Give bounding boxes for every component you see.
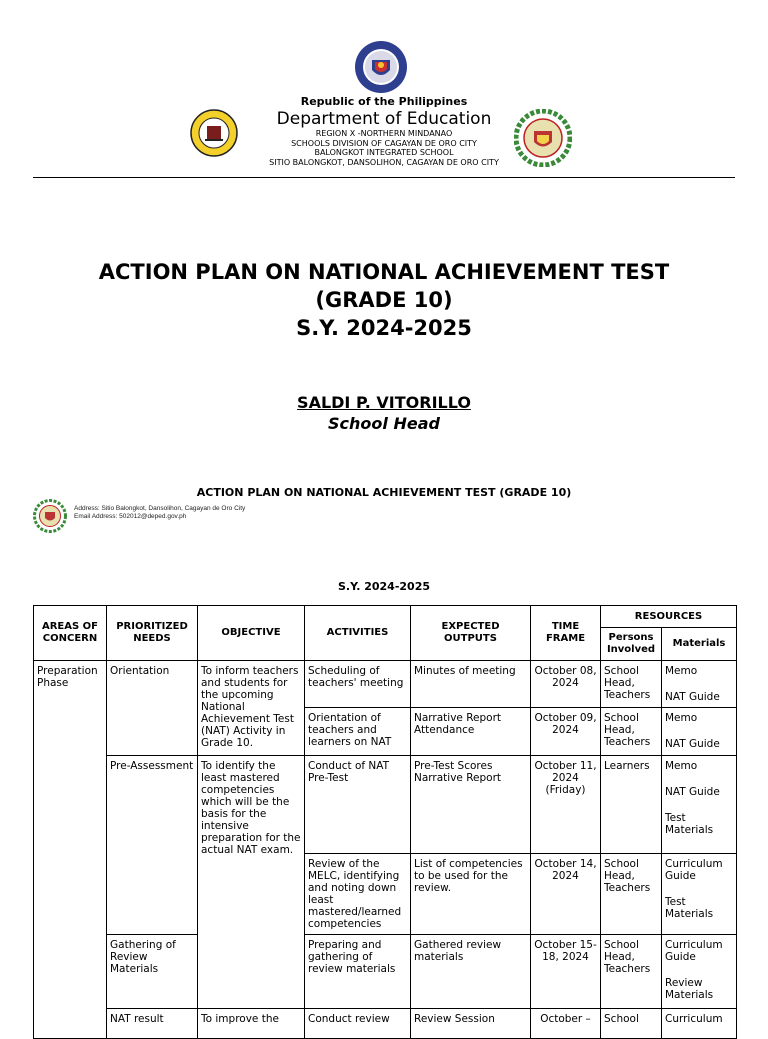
header-divider — [33, 177, 735, 178]
activity-cell: Conduct review — [305, 1009, 411, 1039]
objective-cell: To improve the — [198, 1009, 305, 1039]
output-cell: Review Session — [411, 1009, 531, 1039]
need-cell: Gathering of Review Materials — [107, 935, 198, 1009]
section-title: ACTION PLAN ON NATIONAL ACHIEVEMENT TEST (GRADE 10) — [196, 486, 572, 499]
title-line-1: ACTION PLAN ON NATIONAL ACHIEVEMENT TEST — [98, 260, 670, 284]
material-item: Memo — [665, 665, 698, 677]
header-outputs: EXPECTED OUTPUTS — [411, 606, 531, 661]
school-year: S.Y. 2024-2025 — [337, 580, 431, 593]
material-item: Curriculum Guide — [665, 939, 723, 963]
department-name: Department of Education — [276, 109, 492, 129]
output-cell: Minutes of meeting — [411, 661, 531, 708]
header-resources: RESOURCES — [601, 606, 737, 628]
material-item: Memo — [665, 760, 698, 772]
material-item: Curriculum Guide — [665, 858, 723, 882]
persons-cell: School — [601, 1009, 662, 1039]
school-email: Email Address: 502012@deped.gov.ph — [74, 513, 187, 520]
table-row — [34, 756, 737, 854]
signatory-name: SALDI P. VITORILLO — [297, 393, 471, 412]
materials-cell — [662, 661, 737, 708]
materials-cell — [662, 935, 737, 1009]
signatory-role: School Head — [328, 414, 440, 433]
persons-cell: School Head, Teachers — [601, 935, 662, 1009]
time-cell: October – — [531, 1009, 601, 1039]
address-line: SITIO BALONGKOT, DANSOLIHON, CAGAYAN DE ORO CITY — [269, 157, 499, 167]
header-areas: AREAS OF CONCERN — [34, 606, 107, 661]
region-line: REGION X -NORTHERN MINDANAO — [315, 129, 453, 138]
persons-cell: School Head, Teachers — [601, 661, 662, 708]
material-item: NAT Guide — [665, 691, 720, 703]
material-item: Review Materials — [665, 977, 714, 1001]
need-cell: Orientation — [107, 661, 198, 756]
output-cell: List of competencies to be used for the review. — [411, 854, 531, 935]
persons-cell: Learners — [601, 756, 662, 854]
time-cell: October 11, 2024 (Friday) — [531, 756, 601, 854]
republic-line: Republic of the Philippines — [300, 95, 468, 108]
header-needs: PRIORITIZED NEEDS — [107, 606, 198, 661]
time-cell: October 09, 2024 — [531, 708, 601, 756]
activity-cell: Conduct of NAT Pre-Test — [305, 756, 411, 854]
table-row — [34, 661, 737, 708]
activity-cell: Scheduling of teachers' meeting — [305, 661, 411, 708]
objective-cell: To identify the least mastered competencies which will be the basis for the intensive preparation for the actual NAT exam. — [198, 756, 305, 1009]
output-cell: Narrative Report Attendance — [411, 708, 531, 756]
school-seal-small-icon — [33, 499, 67, 533]
time-cell: October 14, 2024 — [531, 854, 601, 935]
header-objective: OBJECTIVE — [198, 606, 305, 661]
header-row — [34, 606, 737, 628]
objective-cell: To inform teachers and students for the upcoming National Achievement Test (NAT) Activity in Grade 10. — [198, 661, 305, 756]
material-item: Test Materials — [665, 812, 714, 836]
persons-cell: School Head, Teachers — [601, 708, 662, 756]
school-address: Address: Sitio Balongkot, Dansolihon, Cagayan de Oro City — [74, 505, 246, 512]
activity-cell: Review of the MELC, identifying and noting down least mastered/learned competencies — [305, 854, 411, 935]
persons-cell: School Head, Teachers — [601, 854, 662, 935]
deped-seal-icon — [354, 40, 408, 94]
main-title — [0, 258, 768, 342]
table-row — [34, 935, 737, 1009]
header-materials: Materials — [662, 628, 737, 661]
need-cell: NAT result — [107, 1009, 198, 1039]
header-activities: ACTIVITIES — [305, 606, 411, 661]
division-line: SCHOOLS DIVISION OF CAGAYAN DE ORO CITY — [291, 138, 477, 148]
output-cell: Gathered review materials — [411, 935, 531, 1009]
time-cell: October 15-18, 2024 — [531, 935, 601, 1009]
need-cell: Pre-Assessment — [107, 756, 198, 935]
materials-cell — [662, 708, 737, 756]
materials-cell — [662, 854, 737, 935]
material-item: Memo — [665, 712, 698, 724]
action-plan-table — [33, 605, 737, 1039]
header-persons: Persons Involved — [601, 628, 662, 661]
activity-cell: Orientation of teachers and learners on NAT — [305, 708, 411, 756]
school-line: BALONGKOT INTEGRATED SCHOOL — [314, 148, 454, 157]
title-line-2: (GRADE 10) — [315, 288, 453, 312]
material-item: Curriculum — [665, 1013, 723, 1025]
header-time: TIME FRAME — [531, 606, 601, 661]
material-item: Test Materials — [665, 896, 714, 920]
title-line-3: S.Y. 2024-2025 — [296, 316, 472, 340]
materials-cell — [662, 756, 737, 854]
activity-cell: Preparing and gathering of review materials — [305, 935, 411, 1009]
area-cell: Preparation Phase — [34, 661, 107, 1039]
material-item: NAT Guide — [665, 738, 720, 750]
time-cell: October 08, 2024 — [531, 661, 601, 708]
output-cell: Pre-Test Scores Narrative Report — [411, 756, 531, 854]
material-item: NAT Guide — [665, 786, 720, 798]
